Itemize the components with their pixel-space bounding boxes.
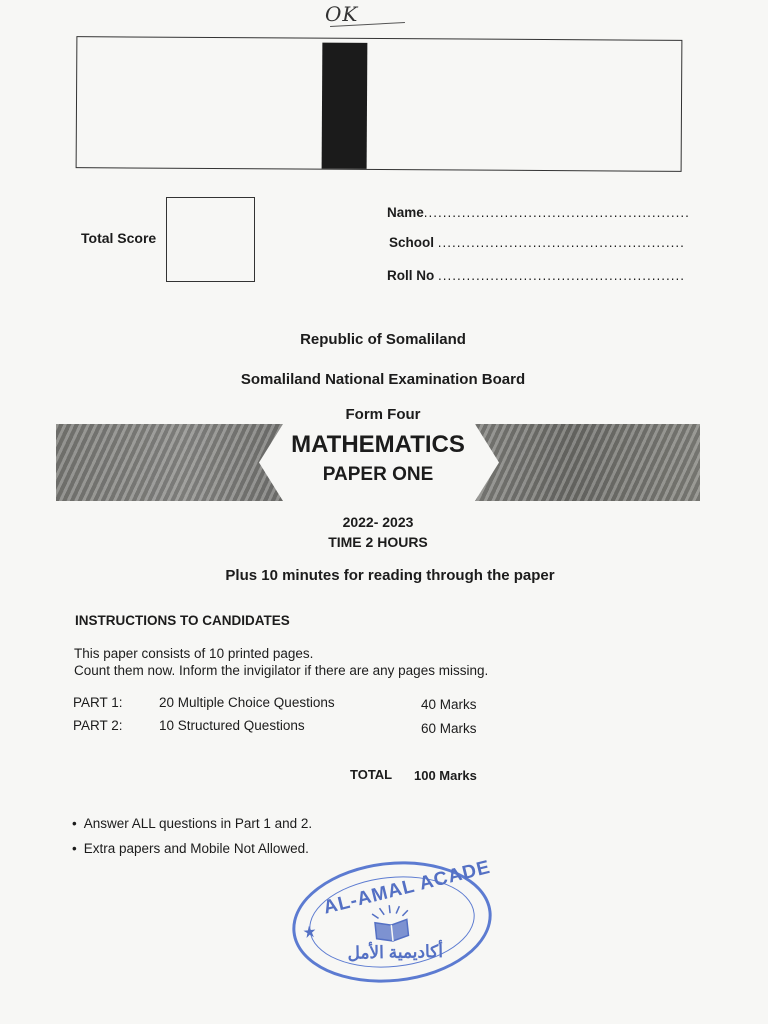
marking-box [76, 36, 683, 172]
subject-banner [56, 424, 700, 501]
paper-title: PAPER ONE [322, 464, 434, 485]
reading-time-note: Plus 10 minutes for reading through the paper [225, 567, 555, 584]
school-field [389, 235, 685, 250]
part1-marks: 40 Marks [421, 697, 477, 712]
bullet-extra-papers [72, 841, 309, 856]
total-marks: 100 Marks [414, 768, 477, 783]
part2-label: PART 2: [73, 718, 123, 733]
name-label: Name [387, 205, 424, 220]
count-note: Count them now. Inform the invigilator if there are any pages missing. [74, 663, 489, 678]
school-dots: .................................................... [437, 235, 685, 250]
academy-stamp [286, 852, 497, 992]
part2-marks: 60 Marks [421, 721, 477, 736]
exam-year: 2022- 2023 [342, 514, 414, 530]
total-label: TOTAL [350, 767, 393, 782]
bullet-extra-papers-text: Extra papers and Mobile Not Allowed. [83, 841, 309, 856]
roll-dots: .................................................... [438, 268, 686, 283]
bullet-answer-all [72, 816, 312, 831]
name-field [387, 205, 690, 220]
roll-field [387, 268, 685, 283]
instructions-heading: INSTRUCTIONS TO CANDIDATES [75, 613, 290, 628]
star-icon [303, 925, 316, 938]
subject-title: MATHEMATICS [291, 431, 465, 458]
name-dots: ........................................................ [423, 205, 690, 220]
pages-note: This paper consists of 10 printed pages. [74, 646, 314, 661]
roll-label: Roll No [387, 268, 435, 283]
part1-label: PART 1: [73, 695, 123, 710]
exam-time: TIME 2 HOURS [328, 534, 428, 550]
total-score-box [166, 197, 255, 282]
part2-desc: 10 Structured Questions [159, 718, 305, 733]
board-title: Somaliland National Examination Board [240, 371, 526, 388]
form-title: Form Four [345, 406, 421, 423]
stamp-arabic-text: أكاديمية الأمل [347, 941, 444, 963]
school-label: School [389, 235, 435, 250]
handwritten-note: OK [325, 2, 359, 26]
republic-title: Republic of Somaliland [300, 331, 466, 348]
total-score-label: Total Score [81, 230, 157, 246]
book-icon [359, 900, 423, 946]
stamp-top-text: AL-AMAL ACADE [321, 856, 493, 919]
bullet-answer-all-text: Answer ALL questions in Part 1 and 2. [83, 816, 313, 831]
black-bar [322, 43, 368, 169]
part1-desc: 20 Multiple Choice Questions [159, 695, 335, 710]
